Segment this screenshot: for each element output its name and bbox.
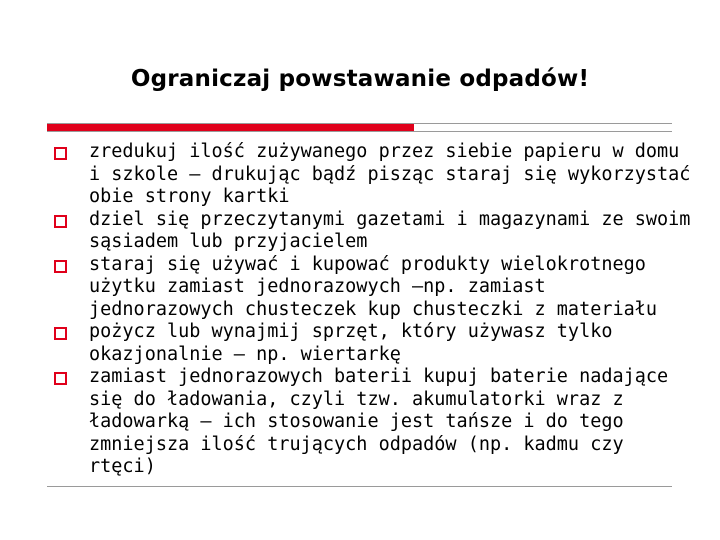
list-item-text: zamiast jednorazowych baterii kupuj baterie nadające się do ładowania, czyli tzw. akumulatorki wraz z ładowarką – ich stosowanie jest tańsze i do tego zmniejsza ilość trujących odpadów (np. kadmu czy rtęci) xyxy=(89,366,669,477)
list-item-text: zredukuj ilość zużywanego przez siebie papieru w domu i szkole – drukując bądź pisząc staraj się wykorzystać obie strony kartki xyxy=(89,141,691,207)
slide-title: Ograniczaj powstawanie odpadów! xyxy=(130,66,590,92)
hollow-square-bullet-icon xyxy=(54,372,67,385)
bottom-divider xyxy=(47,486,672,487)
bullet-list xyxy=(54,141,694,479)
list-item xyxy=(54,321,694,366)
hollow-square-bullet-icon xyxy=(54,215,67,228)
list-item-text: dziel się przeczytanymi gazetami i magazynami ze swoim sąsiadem lub przyjacielem xyxy=(89,208,691,252)
list-item xyxy=(54,254,694,322)
list-item-text: pożycz lub wynajmij sprzęt, który używasz tylko okazjonalnie – np. wiertarkę xyxy=(89,321,613,365)
hollow-square-bullet-icon xyxy=(54,327,67,340)
hollow-square-bullet-icon xyxy=(54,147,67,160)
list-item xyxy=(54,366,694,479)
list-item xyxy=(54,141,694,209)
title-accent-bar xyxy=(47,124,414,131)
hollow-square-bullet-icon xyxy=(54,260,67,273)
list-item-text: staraj się używać i kupować produkty wielokrotnego użytku zamiast jednorazowych –np. zamiast jednorazowych chusteczek kup chusteczki z materiału xyxy=(89,253,658,320)
title-divider-bottom xyxy=(47,131,672,132)
list-item xyxy=(54,209,694,254)
